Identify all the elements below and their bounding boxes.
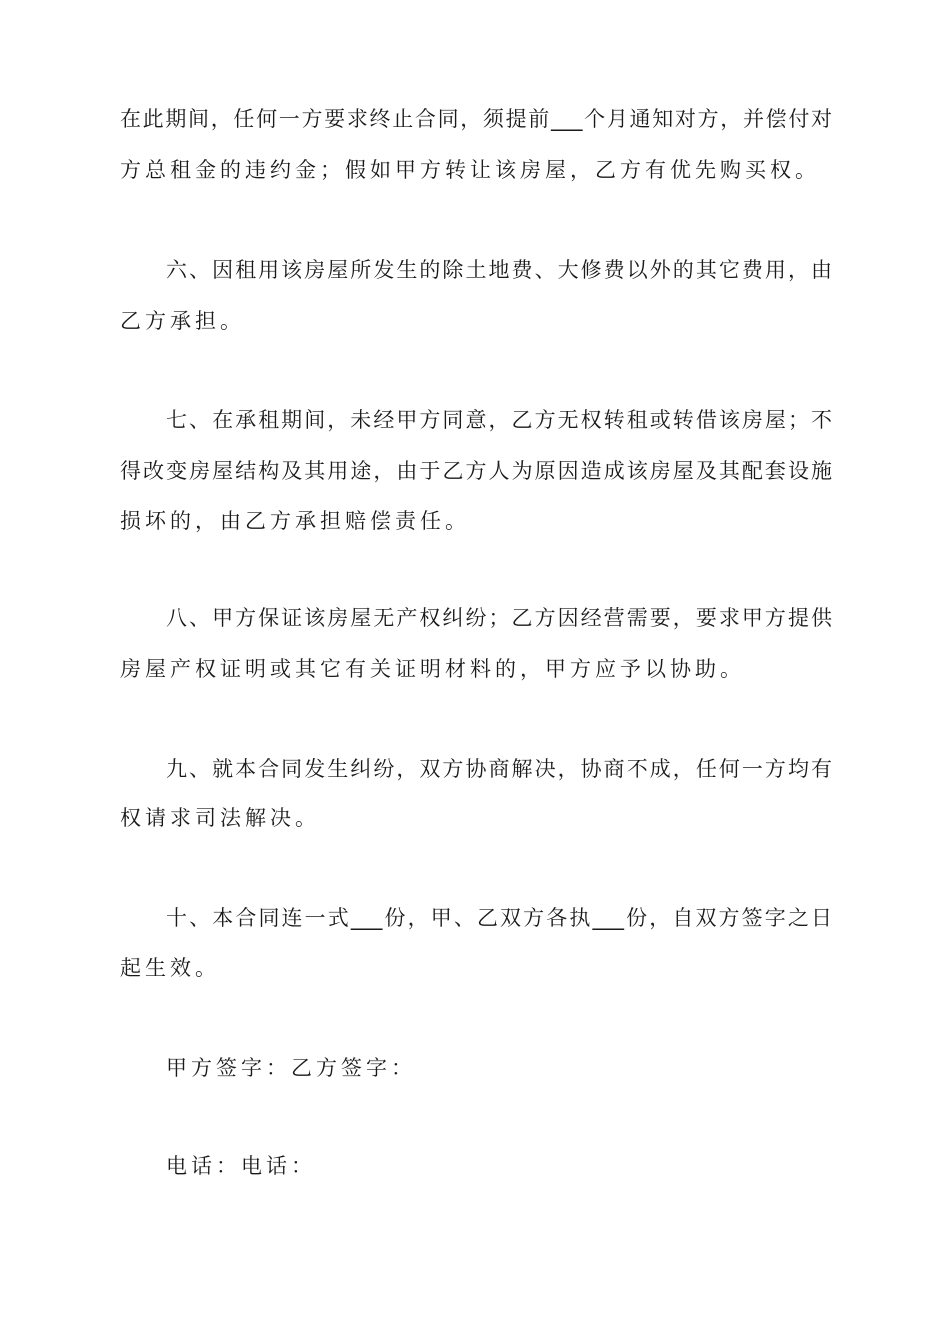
- clause-10-line-2: 起生效。: [120, 956, 220, 980]
- clause-6-line-2: 乙方承担。: [120, 309, 245, 333]
- clause-9-line-1: 九、就本合同发生纠纷，双方协商解决，协商不成，任何一方均有: [166, 757, 832, 781]
- clause-7-line-3: 损坏的，由乙方承担赔偿责任。: [120, 509, 470, 533]
- phone-line: 电话：电话：: [166, 1154, 316, 1178]
- clause-5-line-1: 在此期间，任何一方要求终止合同，须提前___个月通知对方，并偿付对: [120, 107, 832, 131]
- signature-line: 甲方签字：乙方签字：: [166, 1056, 416, 1080]
- clause-5-line-2: 方总租金的违约金；假如甲方转让该房屋，乙方有优先购买权。: [120, 158, 820, 182]
- clause-8-line-1: 八、甲方保证该房屋无产权纠纷；乙方因经营需要，要求甲方提供: [166, 606, 832, 630]
- clause-10-line-1: 十、本合同连一式___份，甲、乙双方各执___份，自双方签字之日: [166, 906, 832, 930]
- clause-8-line-2: 房屋产权证明或其它有关证明材料的，甲方应予以协助。: [120, 657, 745, 681]
- clause-7-line-2: 得改变房屋结构及其用途，由于乙方人为原因造成该房屋及其配套设施: [120, 459, 832, 483]
- clause-7-line-1: 七、在承租期间，未经甲方同意，乙方无权转租或转借该房屋；不: [166, 408, 832, 432]
- clause-6-line-1: 六、因租用该房屋所发生的除土地费、大修费以外的其它费用，由: [166, 258, 832, 282]
- clause-9-line-2: 权请求司法解决。: [120, 806, 320, 830]
